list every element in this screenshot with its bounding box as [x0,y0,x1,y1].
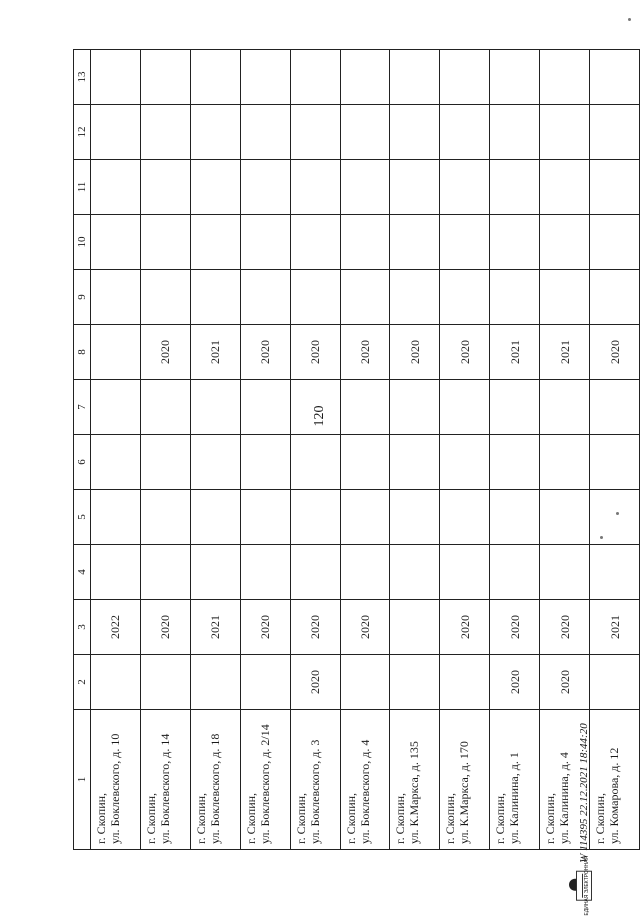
table-row [190,50,240,850]
year-cell [340,215,390,270]
registry-stamp-logo [576,855,592,916]
year-cell [240,490,290,545]
year-cell [290,435,340,490]
year-cell [390,160,440,215]
address-street: ул. Боклевского, д. 4 [357,739,372,844]
year-cell [390,380,440,435]
year-cell [91,160,141,215]
year-cell [440,545,490,600]
year-cell [590,545,640,600]
address-city: г. Скопин, [443,792,458,844]
year-cell [590,655,640,710]
year-cell: 2020 [290,600,340,655]
year-cell [290,380,340,435]
column-number: 10 [74,215,91,270]
year-cell [290,50,340,105]
table-row [390,50,440,850]
year-cell [540,50,590,105]
year-cell [440,105,490,160]
year-cell [490,160,540,215]
scan-dot [616,512,619,515]
year-cell [490,435,540,490]
year-cell [540,105,590,160]
year-cell [590,435,640,490]
year-cell [590,105,640,160]
year-cell [340,50,390,105]
year-cell: 2020 [340,600,390,655]
address-cell [440,710,490,850]
year-cell: 2020 [540,655,590,710]
year-cell [190,105,240,160]
address-cell [91,710,141,850]
year-cell: 2021 [190,325,240,380]
year-cell [240,215,290,270]
year-cell [440,50,490,105]
column-number: 6 [74,435,91,490]
year-cell [440,215,490,270]
column-number: 13 [74,50,91,105]
year-cell [140,655,190,710]
year-cell [91,270,141,325]
address-city: г. Скопин, [193,792,208,844]
year-cell [440,160,490,215]
year-cell: 2020 [490,600,540,655]
year-cell [240,270,290,325]
address-cell [590,710,640,850]
year-cell [540,160,590,215]
table-row [290,50,340,850]
year-cell: 2020 [490,655,540,710]
column-number: 9 [74,270,91,325]
year-cell [340,380,390,435]
year-cell: 2020 [290,325,340,380]
address-city: г. Скопин, [243,792,258,844]
stamp-text: ЕДИНАЯ ЭЛЕКТРОННАЯ [584,855,590,916]
year-cell [91,105,141,160]
address-cell [140,710,190,850]
year-cell [140,545,190,600]
table-row [590,50,640,850]
year-cell [91,490,141,545]
year-cell [140,380,190,435]
year-cell [390,50,440,105]
year-cell: 2021 [490,325,540,380]
table-row [140,50,190,850]
address-cell [190,710,240,850]
address-street: ул. Боклевского, д. 14 [157,733,172,844]
year-cell [490,270,540,325]
year-cell [590,215,640,270]
year-cell [290,105,340,160]
column-number: 1 [74,710,91,850]
year-cell [140,270,190,325]
column-number: 2 [74,655,91,710]
year-cell [91,655,141,710]
column-number: 11 [74,160,91,215]
address-street: ул. Боклевского, д. 2/14 [257,724,272,844]
year-cell [190,270,240,325]
scan-dot [628,18,631,21]
address-cell [290,710,340,850]
year-cell: 2020 [240,325,290,380]
year-cell [340,105,390,160]
year-cell: 2020 [340,325,390,380]
year-cell [390,215,440,270]
year-cell [140,160,190,215]
year-cell [240,380,290,435]
year-cell [290,270,340,325]
year-cell [240,50,290,105]
column-number: 8 [74,325,91,380]
year-cell: 2020 [290,655,340,710]
year-cell [440,490,490,545]
scan-dot [600,536,603,539]
schedule-table-rotated [73,50,640,850]
year-cell [590,160,640,215]
dome-icon [569,879,576,891]
address-city: г. Скопин, [94,792,108,844]
year-cell [390,600,440,655]
column-number: 4 [74,545,91,600]
address-street: ул. Боклевского, д. 18 [207,733,222,844]
page-number: 120 [312,405,327,427]
address-city: г. Скопин, [343,792,358,844]
year-cell [540,490,590,545]
year-cell: 2020 [240,600,290,655]
address-street: ул. Комарова, д. 12 [607,747,622,844]
table-row [240,50,290,850]
address-city: г. Скопин, [293,792,308,844]
year-cell [91,50,141,105]
year-cell: 2020 [140,325,190,380]
year-cell: 2020 [540,600,590,655]
year-cell [290,215,340,270]
year-cell [190,50,240,105]
year-cell [440,380,490,435]
year-cell [240,655,290,710]
year-cell: 2020 [140,600,190,655]
table-row [340,50,390,850]
table-row [490,50,540,850]
year-cell [140,105,190,160]
year-cell [540,270,590,325]
year-cell: 2021 [590,600,640,655]
year-cell [290,490,340,545]
year-cell [190,160,240,215]
year-cell [190,215,240,270]
year-cell [440,270,490,325]
year-cell [390,490,440,545]
year-cell [240,435,290,490]
year-cell [490,490,540,545]
year-cell [340,160,390,215]
address-city: г. Скопин, [493,792,508,844]
year-cell [290,545,340,600]
year-cell [590,270,640,325]
year-cell [290,160,340,215]
year-cell [340,435,390,490]
year-cell [590,50,640,105]
year-cell [240,105,290,160]
year-cell [390,435,440,490]
address-city: г. Скопин, [593,792,608,844]
year-cell [540,380,590,435]
table-row [440,50,490,850]
column-number: 3 [74,600,91,655]
year-cell [490,105,540,160]
year-cell [91,325,141,380]
year-cell [340,270,390,325]
year-cell [240,160,290,215]
header-row [74,50,91,850]
address-cell [490,710,540,850]
year-cell [190,655,240,710]
address-cell [340,710,390,850]
registry-code: W 114395 22.12.2021 18:44:20 [578,723,590,863]
address-cell [240,710,290,850]
year-cell [490,215,540,270]
year-cell [340,545,390,600]
year-cell [140,215,190,270]
year-cell [490,380,540,435]
column-number: 5 [74,490,91,545]
address-street: ул. К.Маркса, д. 170 [457,741,472,844]
year-cell [590,380,640,435]
registration-footer [576,723,592,916]
year-cell [190,490,240,545]
table-row [91,50,141,850]
year-cell [390,105,440,160]
year-cell: 2020 [390,325,440,380]
year-cell [540,215,590,270]
year-cell [91,545,141,600]
year-cell [490,545,540,600]
year-cell: 2020 [440,600,490,655]
year-cell [440,655,490,710]
year-cell [490,50,540,105]
year-cell: 2022 [91,600,141,655]
address-city: г. Скопин, [543,792,558,844]
year-cell: 2021 [540,325,590,380]
address-street: ул. Боклевского, д. 3 [307,739,322,844]
year-cell: 2021 [190,600,240,655]
schedule-table [73,49,640,850]
year-cell [340,655,390,710]
year-cell [91,380,141,435]
year-cell [540,435,590,490]
year-cell [91,215,141,270]
year-cell [390,270,440,325]
year-cell [91,435,141,490]
year-cell [140,50,190,105]
year-cell [240,545,290,600]
address-city: г. Скопин, [143,792,158,844]
address-cell [390,710,440,850]
year-cell [190,545,240,600]
address-street: ул. Калинина, д. 4 [557,752,572,844]
address-street: ул. Калинина, д. 1 [507,752,522,844]
year-cell [190,380,240,435]
year-cell [540,545,590,600]
year-cell [390,545,440,600]
address-street: ул. Боклевского, д. 10 [108,733,122,844]
year-cell [440,435,490,490]
address-city: г. Скопин, [393,792,408,844]
year-cell [340,490,390,545]
year-cell: 2020 [440,325,490,380]
column-number: 7 [74,380,91,435]
year-cell [590,490,640,545]
year-cell [390,655,440,710]
year-cell [140,490,190,545]
year-cell [190,435,240,490]
year-cell: 2020 [590,325,640,380]
address-street: ул. К.Маркса, д. 135 [407,741,422,844]
year-cell [140,435,190,490]
column-number: 12 [74,105,91,160]
